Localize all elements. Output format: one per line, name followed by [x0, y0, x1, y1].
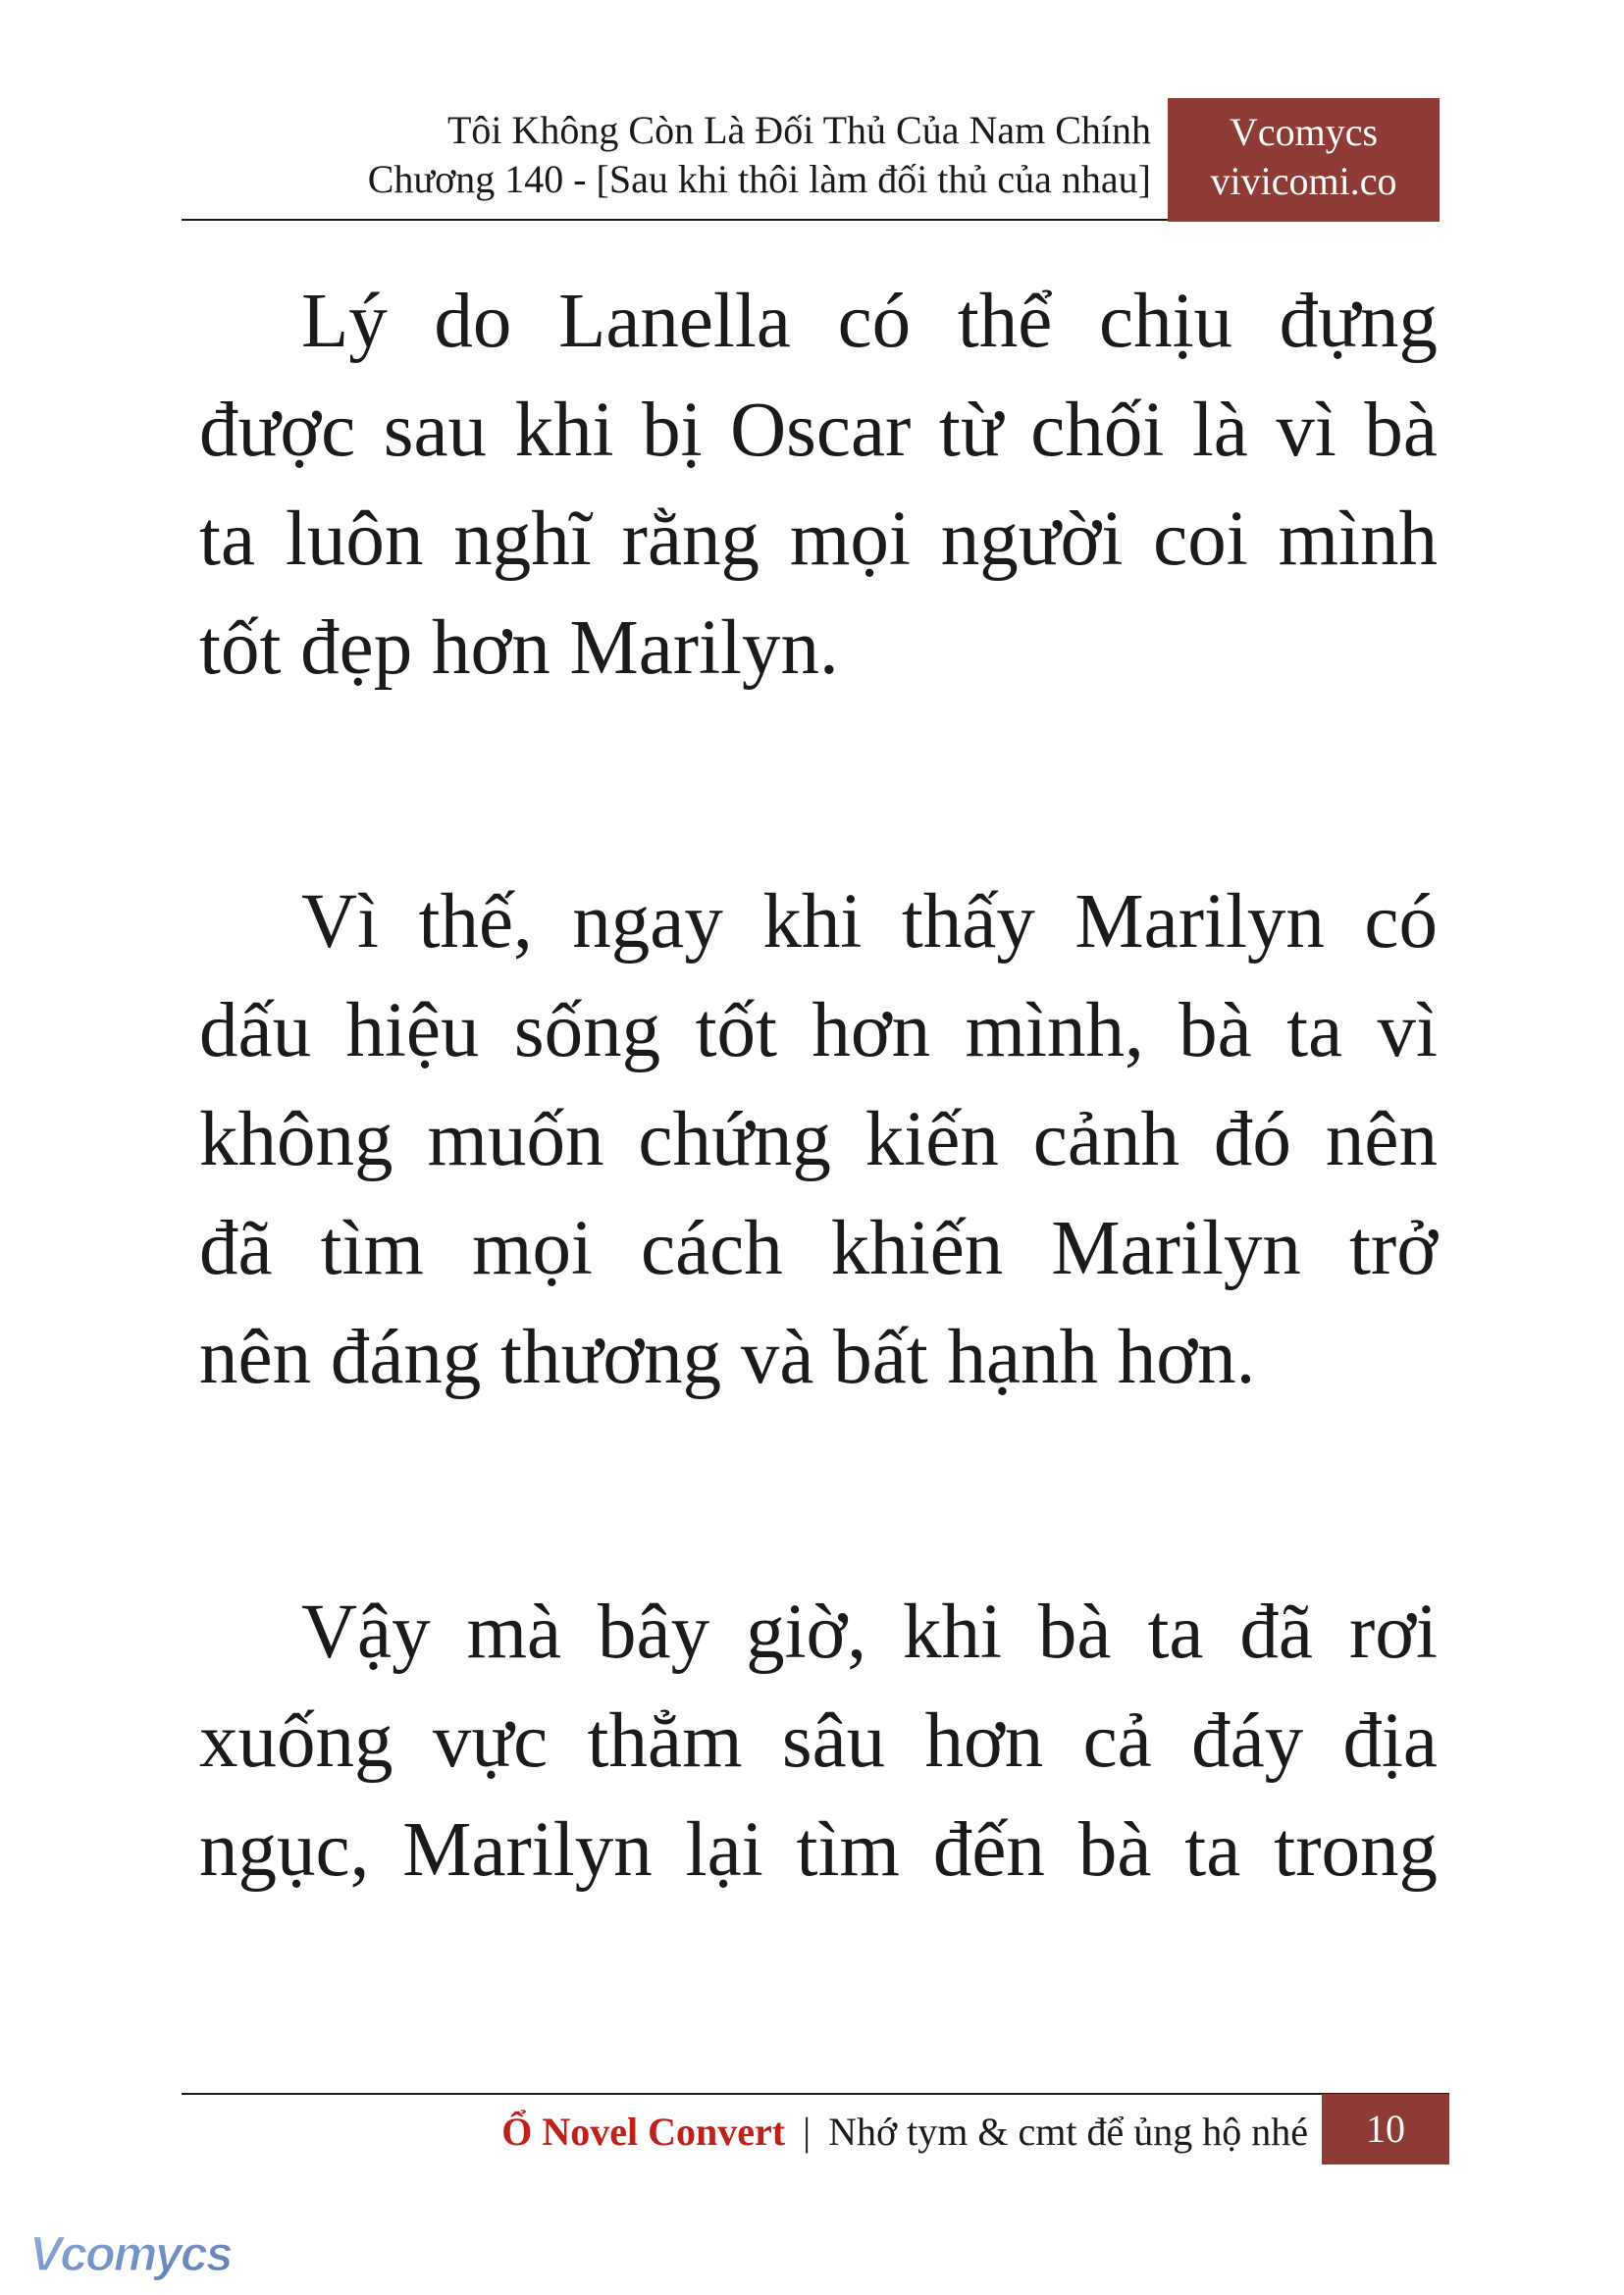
text-line: ngục, Marilyn lại tìm đến bà ta trong	[199, 1807, 1438, 1893]
text-line: Lý do Lanella có thể chịu đựng	[301, 279, 1438, 364]
chapter-title: Chương 140 - [Sau khi thôi làm đối thủ của nhau]	[367, 157, 1151, 201]
page-header	[0, 0, 1624, 226]
page-number: 10	[1322, 2094, 1449, 2165]
text-line: không muốn chứng kiến cảnh đó nên	[199, 1097, 1438, 1182]
header-divider	[182, 219, 1173, 221]
text-line: được sau khi bị Oscar từ chối là vì bà	[199, 388, 1438, 473]
book-title: Tôi Không Còn Là Đối Thủ Của Nam Chính	[447, 108, 1151, 152]
footer-brand: Ổ Novel Convert	[501, 2110, 786, 2154]
text-line: đã tìm mọi cách khiến Marilyn trở	[199, 1206, 1438, 1291]
text-line: xuống vực thẳm sâu hơn cả đáy địa	[199, 1698, 1438, 1784]
paragraph-3	[199, 1578, 1438, 1904]
text-line: ta luôn nghĩ rằng mọi người coi mình	[199, 496, 1438, 582]
text-line: dấu hiệu sống tốt hơn mình, bà ta vì	[199, 988, 1438, 1073]
text-line: nên đáng thương và bất hạnh hơn.	[199, 1315, 1256, 1400]
paragraph-2	[199, 867, 1438, 1412]
footer-separator: |	[803, 2110, 812, 2154]
text-line: tốt đẹp hơn Marilyn.	[199, 605, 839, 691]
header-titles	[368, 106, 1151, 204]
footer-divider	[182, 2093, 1449, 2095]
svg-text:Vcomycs: Vcomycs	[29, 2226, 232, 2281]
brand-site: vivicomi.co	[1210, 159, 1397, 203]
brand-badge	[1168, 98, 1440, 222]
vcomycs-watermark-logo	[26, 2225, 261, 2290]
text-line: Vậy mà bây giờ, khi bà ta đã rơi	[301, 1590, 1438, 1675]
paragraph-1	[199, 267, 1438, 703]
brand-name: Vcomycs	[1229, 110, 1379, 154]
text-line: Vì thế, ngay khi thấy Marilyn có	[301, 879, 1438, 965]
footer-message: Nhớ tym & cmt để ủng hộ nhé	[828, 2110, 1308, 2154]
footer-text	[501, 2100, 1308, 2165]
